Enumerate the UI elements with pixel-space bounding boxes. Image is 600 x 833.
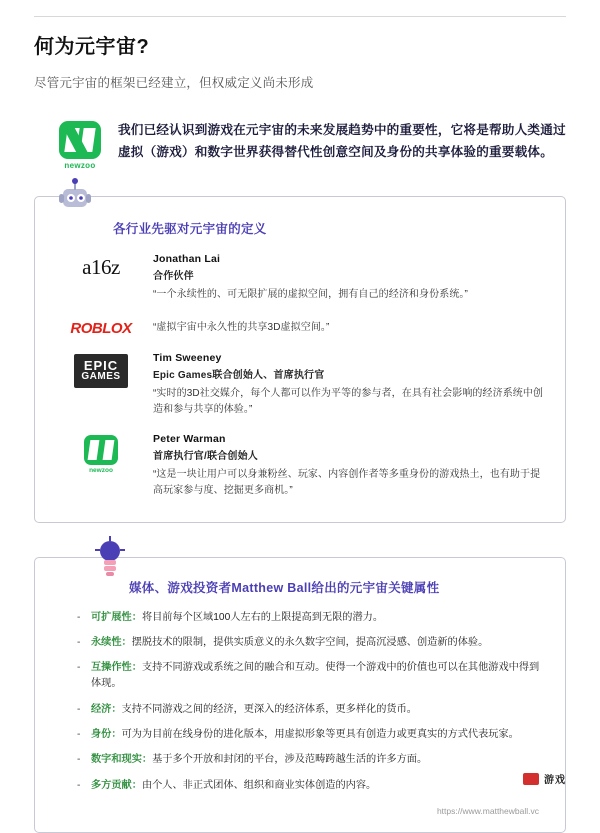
newzoo-wordmark: newzoo xyxy=(55,467,147,474)
pioneer-name: Tim Sweeney xyxy=(153,352,545,364)
page-title: 何为元宇宙? xyxy=(34,0,566,59)
bullet-dash: - xyxy=(77,610,91,626)
attribute-key: 多方贡献： xyxy=(91,780,142,791)
brand-square-icon xyxy=(523,773,539,785)
attribute-item xyxy=(57,660,543,693)
attribute-key: 数字和现实： xyxy=(91,754,152,765)
epic-word-games: GAMES xyxy=(81,372,120,383)
pioneer-name: Peter Warman xyxy=(153,433,545,445)
newzoo-wordmark: newzoo xyxy=(56,161,104,170)
epic-wordmark xyxy=(74,354,127,388)
attribute-item xyxy=(57,727,543,743)
lead-text: 我们已经认识到游戏在元宇宙的未来发展趋势中的重要性，它将是帮助人类通过虚拟（游戏）和数字世界获得替代性创意空间及身份的共享体验的重要载体。 xyxy=(118,119,566,163)
pioneer-quote: “一个永续性的、可无限扩展的虚拟空间，拥有自己的经济和身份系统。” xyxy=(153,287,545,304)
attribute-value: 将目前每个区域100人左右的上限提高到无限的潜力。 xyxy=(142,612,383,623)
robot-head-icon xyxy=(57,177,97,217)
roblox-logo xyxy=(55,318,147,338)
pioneer-body xyxy=(147,433,545,500)
a16z-wordmark: a16z xyxy=(82,255,120,279)
bullet-dash: - xyxy=(77,752,91,768)
bullet-dash: - xyxy=(77,778,91,794)
pioneer-body xyxy=(147,352,545,419)
attribute-value: 支持不同游戏或系统之间的融合和互动。使得一个游戏中的价值也可以在其他游戏中得到体现。 xyxy=(91,662,539,689)
attribute-item xyxy=(57,702,543,718)
bullet-dash: - xyxy=(77,702,91,718)
pioneer-role: 合作伙伴 xyxy=(153,267,545,282)
roblox-wordmark: ROBLOX xyxy=(70,320,131,337)
pioneer-role: 首席执行官/联合创始人 xyxy=(153,447,545,462)
pioneers-card xyxy=(34,196,566,523)
attribute-value: 由个人、非正式团体、组织和商业实体创造的内容。 xyxy=(142,780,376,791)
newzoo-diagonal xyxy=(64,125,88,158)
attribute-key: 永续性： xyxy=(91,637,132,648)
page-subtitle: 尽管元宇宙的框架已经建立，但权威定义尚未形成 xyxy=(34,73,566,91)
attribute-key: 经济： xyxy=(91,704,122,715)
epic-word-epic: EPIC xyxy=(81,359,120,373)
source-link[interactable]: https://www.matthewball.vc xyxy=(57,806,543,816)
attribute-key: 互操作性： xyxy=(91,662,142,673)
newzoo-logo-small xyxy=(55,433,147,474)
pioneer-entry xyxy=(55,253,545,304)
pioneer-quote: “实时的3D社交媒介，每个人都可以作为平等的参与者，在具有社会影响的经济系统中创造和参与共享的体验。” xyxy=(153,386,545,419)
epic-games-logo xyxy=(55,352,147,388)
newzoo-mark-icon xyxy=(59,121,101,159)
bullet-dash: - xyxy=(77,660,91,693)
pioneer-quote: “这是一块让用户可以身兼粉丝、玩家、内容创作者等多重身份的游戏热土，也有助于提高玩家参与度、挖掘更多商机。” xyxy=(153,467,545,500)
attribute-value: 基于多个开放和封闭的平台，涉及范畴跨越生活的许多方面。 xyxy=(152,754,427,765)
footer-brand xyxy=(523,771,566,786)
ball-card-title: 媒体、游戏投资者Matthew Ball给出的元宇宙关键属性 xyxy=(129,578,543,596)
pioneer-body xyxy=(147,253,545,304)
pioneer-entry xyxy=(55,318,545,338)
a16z-logo xyxy=(55,253,147,280)
attribute-value: 支持不同游戏之间的经济，更深入的经济体系，更多样化的货币。 xyxy=(122,704,417,715)
pioneer-name: Jonathan Lai xyxy=(153,253,545,265)
attribute-key: 身份： xyxy=(91,729,122,740)
ball-attributes-card xyxy=(34,557,566,833)
pioneer-entry xyxy=(55,433,545,500)
top-divider xyxy=(34,16,566,17)
lead-statement xyxy=(34,119,566,170)
attribute-item xyxy=(57,752,543,768)
attribute-value: 摆脱技术的限制，提供实质意义的永久数字空间，提高沉浸感、创造新的体验。 xyxy=(132,637,489,648)
pioneer-body xyxy=(147,318,545,337)
attribute-item xyxy=(57,635,543,651)
pioneers-card-title: 各行业先驱对元宇宙的定义 xyxy=(113,219,545,237)
attribute-item xyxy=(57,610,543,626)
newzoo-mark-icon xyxy=(84,435,118,465)
pioneer-entry xyxy=(55,352,545,419)
attribute-key: 可扩展性： xyxy=(91,612,142,623)
pioneer-quote: “虚拟宇宙中永久性的共享3D虚拟空间。” xyxy=(153,320,545,337)
newzoo-logo xyxy=(56,121,104,170)
bullet-dash: - xyxy=(77,727,91,743)
bullet-dash: - xyxy=(77,635,91,651)
pioneer-role: Epic Games联合创始人、首席执行官 xyxy=(153,366,545,381)
attribute-value: 可为为目前在线身份的进化版本，用虚拟形象等更具有创造力或更真实的方式代表玩家。 xyxy=(122,729,519,740)
brand-name: 游戏 xyxy=(544,771,566,786)
lightbulb-icon xyxy=(93,536,127,580)
